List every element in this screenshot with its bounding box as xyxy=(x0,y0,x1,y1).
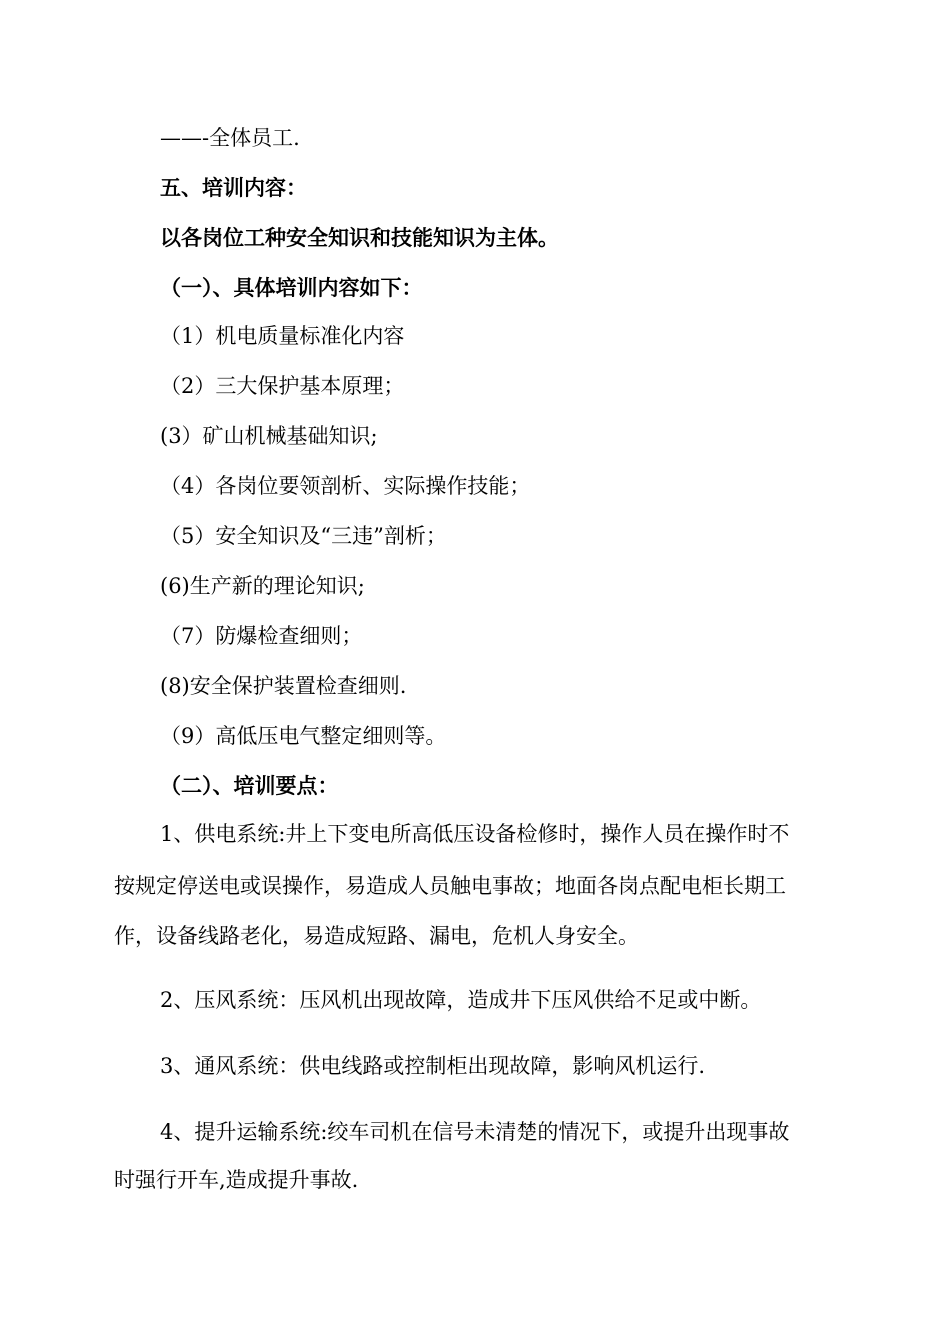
key-point-power-line: 按规定停送电或误操作，易造成人员触电事故；地面各岗点配电柜长期工 xyxy=(114,874,786,898)
content-item: （2）三大保护基本原理； xyxy=(160,374,405,398)
key-point-compressed-air: 2、压风系统：压风机出现故障，造成井下压风供给不足或中断。 xyxy=(160,988,762,1012)
key-point-hoisting-line: 时强行开车,造成提升事故. xyxy=(114,1168,359,1192)
content-item: (8)安全保护装置检查细则. xyxy=(160,674,407,698)
subsection-heading-content-list: （一）、具体培训内容如下： xyxy=(160,276,423,300)
key-point-hoisting-line: 4、提升运输系统:绞车司机在信号未清楚的情况下，或提升出现事故 xyxy=(160,1120,790,1144)
content-item: （4）各岗位要领剖析、实际操作技能； xyxy=(160,474,531,498)
section-heading-training-content: 五、培训内容： xyxy=(160,176,307,200)
content-item: （9）高低压电气整定细则等。 xyxy=(160,724,447,748)
content-item: (3）矿山机械基础知识; xyxy=(160,424,378,448)
key-point-power-line: 作，设备线路老化，易造成短路、漏电，危机人身安全。 xyxy=(114,924,639,948)
audience-line: ——-全体员工. xyxy=(160,126,300,150)
content-item: （5）安全知识及“三违”剖析； xyxy=(160,524,447,548)
key-point-power-line: 1、供电系统:井上下变电所高低压设备检修时，操作人员在操作时不 xyxy=(160,822,790,846)
content-item: （1）机电质量标准化内容 xyxy=(160,324,405,348)
content-item: (6)生产新的理论知识; xyxy=(160,574,365,598)
key-point-ventilation: 3、通风系统：供电线路或控制柜出现故障，影响风机运行. xyxy=(160,1054,706,1078)
subsection-heading-key-points: （二）、培训要点： xyxy=(160,774,339,798)
section-intro: 以各岗位工种安全知识和技能知识为主体。 xyxy=(160,226,559,250)
content-item: （7）防爆检查细则； xyxy=(160,624,363,648)
